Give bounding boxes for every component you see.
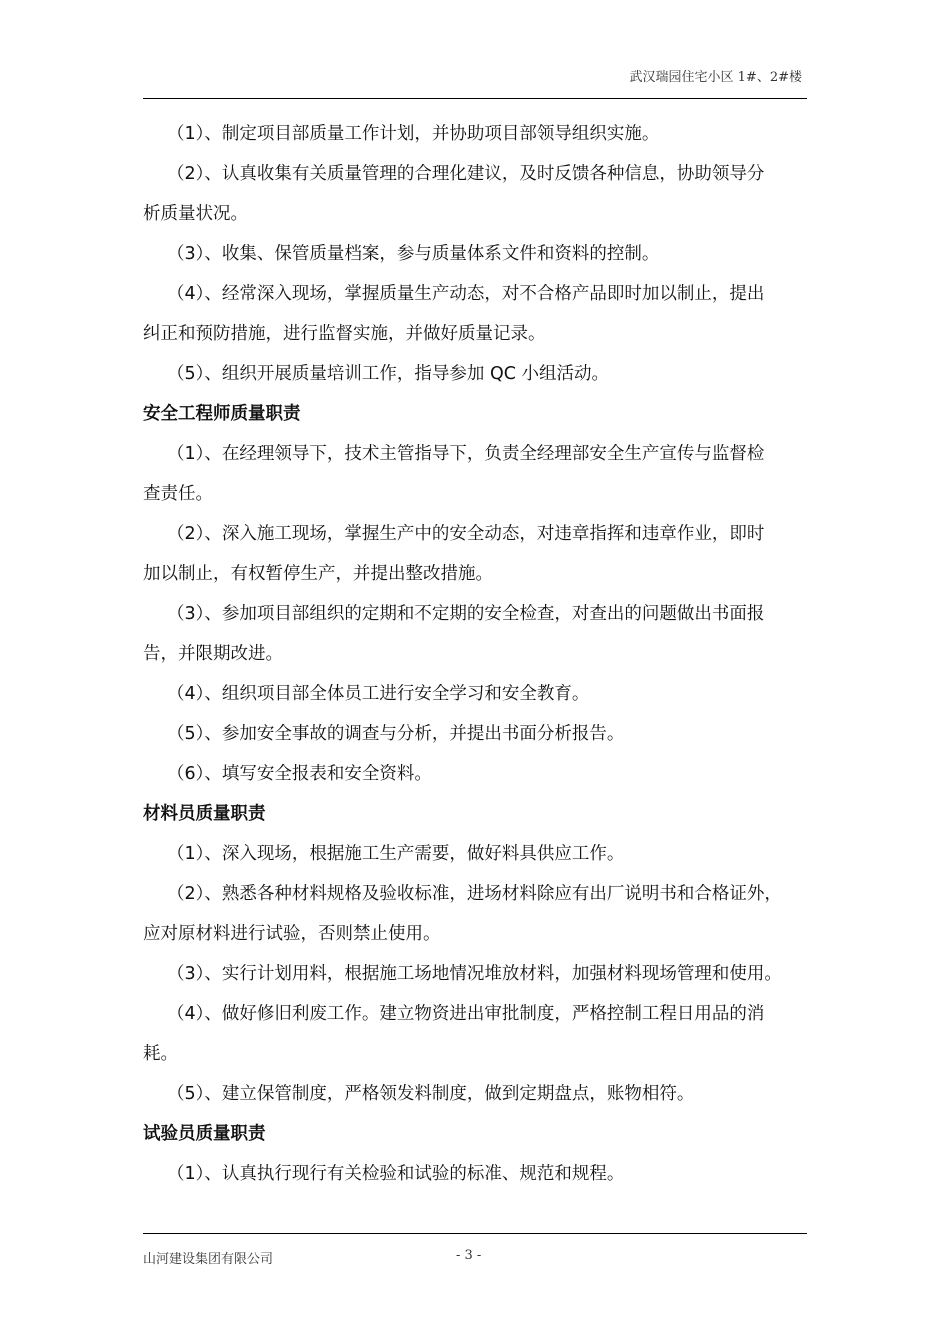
paragraph-line: 析质量状况。 — [143, 204, 248, 224]
paragraph-line: （6）、填写安全报表和安全资料。 — [167, 764, 432, 784]
paragraph-line: （1）、制定项目部质量工作计划，并协助项目部领导组织实施。 — [167, 124, 660, 144]
paragraph-line: （5）、建立保管制度，严格领发料制度，做到定期盘点，账物相符。 — [167, 1084, 695, 1104]
paragraph-line: （1）、在经理领导下，技术主管指导下，负责全经理部安全生产宣传与监督检 — [167, 444, 765, 464]
paragraph-line: 告，并限期改进。 — [143, 644, 283, 664]
paragraph-line: （2）、深入施工现场，掌握生产中的安全动态，对违章指挥和违章作业，即时 — [167, 524, 765, 544]
document-body — [143, 114, 809, 1194]
paragraph-line: （1）、深入现场，根据施工生产需要，做好料具供应工作。 — [167, 844, 625, 864]
section-heading: 试验员质量职责 — [143, 1124, 266, 1144]
paragraph-line: （5）、组织开展质量培训工作，指导参加 QC 小组活动。 — [167, 364, 610, 384]
paragraph-line: （3）、实行计划用料，根据施工场地情况堆放材料，加强材料现场管理和使用。 — [167, 964, 782, 984]
paragraph-line: （5）、参加安全事故的调查与分析，并提出书面分析报告。 — [167, 724, 625, 744]
paragraph-line: （4）、经常深入现场，掌握质量生产动态，对不合格产品即时加以制止，提出 — [167, 284, 765, 304]
paragraph-line: （3）、参加项目部组织的定期和不定期的安全检查，对查出的问题做出书面报 — [167, 604, 765, 624]
section-heading: 材料员质量职责 — [143, 804, 266, 824]
paragraph-line: 纠正和预防措施，进行监督实施，并做好质量记录。 — [143, 324, 546, 344]
paragraph-line: （2）、认真收集有关质量管理的合理化建议，及时反馈各种信息，协助领导分 — [167, 164, 765, 184]
section-heading: 安全工程师质量职责 — [143, 404, 301, 424]
paragraph-line: （4）、做好修旧利废工作。建立物资进出审批制度，严格控制工程日用品的消 — [167, 1004, 765, 1024]
paragraph-line: （4）、组织项目部全体员工进行安全学习和安全教育。 — [167, 684, 590, 704]
footer-divider — [143, 1233, 807, 1234]
footer-page-number: - 3 - — [456, 1248, 482, 1263]
paragraph-line: （1）、认真执行现行有关检验和试验的标准、规范和规程。 — [167, 1164, 625, 1184]
header-divider — [143, 98, 807, 99]
header-project-title: 武汉瑞园住宅小区 1#、2#楼 — [629, 70, 802, 85]
paragraph-line: 查责任。 — [143, 484, 213, 504]
paragraph-line: 耗。 — [143, 1044, 178, 1064]
footer-company-name: 山河建设集团有限公司 — [143, 1252, 274, 1267]
paragraph-line: （2）、熟悉各种材料规格及验收标准，进场材料除应有出厂说明书和合格证外， — [167, 884, 782, 904]
paragraph-line: 加以制止，有权暂停生产，并提出整改措施。 — [143, 564, 493, 584]
paragraph-line: （3）、收集、保管质量档案，参与质量体系文件和资料的控制。 — [167, 244, 660, 264]
paragraph-line: 应对原材料进行试验，否则禁止使用。 — [143, 924, 441, 944]
